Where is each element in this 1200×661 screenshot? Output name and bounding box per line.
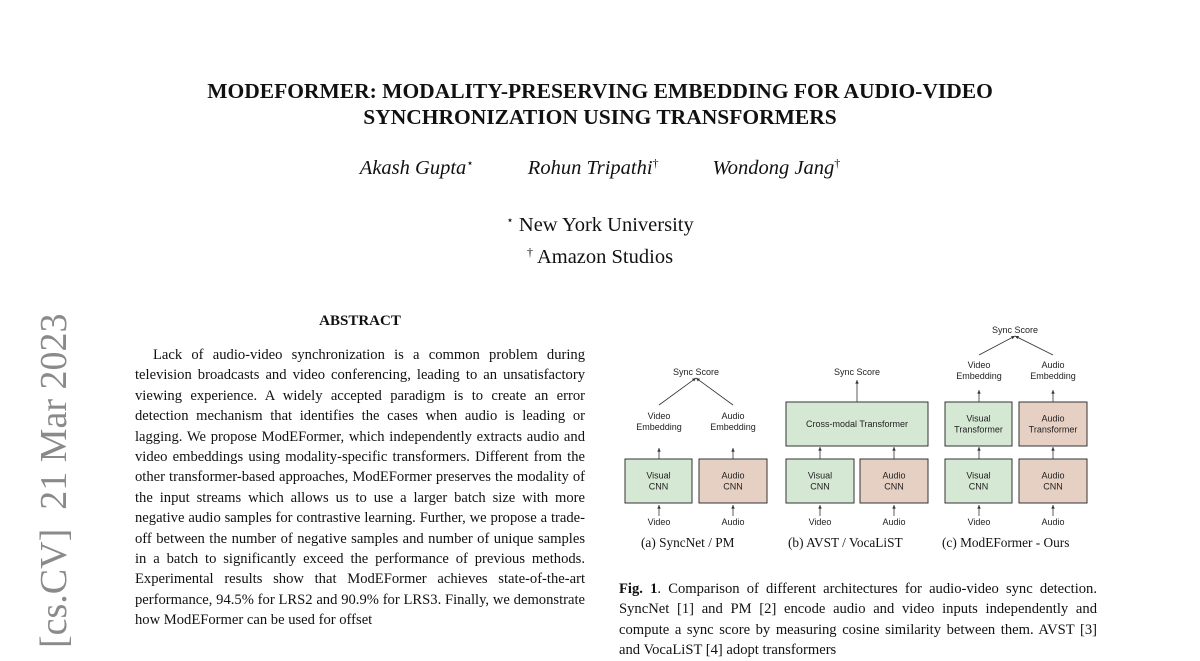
architecture-diagram [617,318,1098,533]
audio-arrow-head [731,505,734,509]
author: Rohun Tripathi† [527,156,659,179]
title-line-2: SYNCHRONIZATION USING TRANSFORMERS [363,105,837,129]
audio-arrow-head [892,505,895,509]
video-to-score-arrow [659,378,696,405]
figure-caption [619,579,1097,661]
author-list [100,156,1100,180]
audio-to-score-arrow-head [696,378,700,382]
video-input-label: Video [808,517,832,527]
audio-to-score-arrow [696,378,733,405]
audio-cnn-box-label: Audio CNN [882,470,906,492]
audio-embed-arrow-head [1051,390,1054,394]
visual-embed-arrow-head [977,390,980,394]
video-arrow-head [818,505,821,509]
video-embedding-label: Video Embedding [636,411,682,432]
visual-cnn-box-label: Visual CNN [966,470,991,492]
video-arrow-head [657,505,660,509]
audio-arrow-head [1051,505,1054,509]
author: Akash Gupta⋆ [359,156,474,179]
subcaption-a: (a) SyncNet / PM [641,535,735,550]
architecture-figure [617,318,1098,558]
video-embedding-label: Video Embedding [956,360,1002,381]
subcaption-b: (b) AVST / VocaLiST [788,535,903,550]
abstract-heading: ABSTRACT [319,313,401,329]
audio-cnn-box-label: Audio CNN [721,470,745,492]
author: Wondong Jang† [712,156,841,179]
sync-score-label: Sync Score [833,367,881,377]
visual-transformer-box-label: Visual Transformer [954,413,1003,435]
audio-input-label: Audio [721,517,745,527]
audio-to-transformer-arrow-head [1051,447,1054,451]
visual-to-transformer-arrow-head [977,447,980,451]
abstract-body: Lack of audio-video synchronization is a common problem during television broadcasts and video conferencing, leading to an unsatisfactory viewing experience. A widely accepted paradigm is to create an error detection mechanism that identifies the cases when audio is leading or lagging. We propose ModEFormer, which independently extracts audio and video embeddings using modality-specific transformers. Different from the other transformer-based approaches, ModEFormer preserves the modality of the input streams which allows us to use a larger batch size with more negative audio samples for contrastive learning. Further, we propose a trade-off between the number of negative samples and number of unique samples in a batch to significantly exceed the performance of previous methods. Experimental results show that ModEFormer achieves state-of-the-art performance, 94.5% for LRS2 and 90.9% for LRS3. Finally, we demonstrate how ModEFormer can be used for offset [135,347,585,629]
sync-score-label: Sync Score [991,325,1039,335]
video-input-label: Video [967,517,991,527]
audio-input-label: Audio [1041,517,1065,527]
visual-embed-arrow-head [657,448,660,452]
video-arrow-head [977,505,980,509]
video-to-score-arrow-head [692,378,696,382]
sync-score-label: Sync Score [672,367,720,377]
subcaption-c: (c) ModEFormer - Ours [942,535,1070,550]
visual-cnn-box-label: Visual CNN [646,470,671,492]
audio-embedding-label: Audio Embedding [710,411,756,432]
audio-cnn-box-label: Audio CNN [1041,470,1065,492]
visual-to-crossmodal-arrow-head [818,447,821,451]
affiliation: ⋆ New York University [506,213,694,236]
audio-to-score-arrow [1015,336,1053,355]
caption-label: Fig. 1 [619,581,658,597]
audio-transformer-box-label: Audio Transformer [1028,413,1078,435]
visual-cnn-box-label: Visual CNN [807,470,833,492]
video-input-label: Video [647,517,671,527]
cross-modal-transformer-box-label: Cross-modal Transformer [805,419,909,429]
audio-input-label: Audio [882,517,906,527]
caption-text: . Comparison of different architectures for audio-video sync detection. SyncNet [1] and PM [2] encode audio and video inputs independently and compute a sync score by measuring cosine similarity between them. AVST [3] and VocaLiST [4] adopt transformers [619,581,1097,659]
audio-embed-arrow-head [731,448,734,452]
arxiv-side-stamp [26,300,76,648]
audio-embedding-label: Audio Embedding [1030,360,1076,381]
title-line-1: MODEFORMER: MODALITY-PRESERVING EMBEDDING FOR AUDIO-VIDEO [207,79,993,103]
affiliations [100,207,1100,271]
audio-to-crossmodal-arrow-head [892,447,895,451]
affiliation: † Amazon Studios [526,245,674,268]
video-to-score-arrow [979,336,1015,355]
crossmodal-to-score-arrow-head [855,380,858,384]
paper-title [100,78,1100,130]
arxiv-stamp-text: [cs.CV] 21 Mar 2023 [33,313,75,648]
